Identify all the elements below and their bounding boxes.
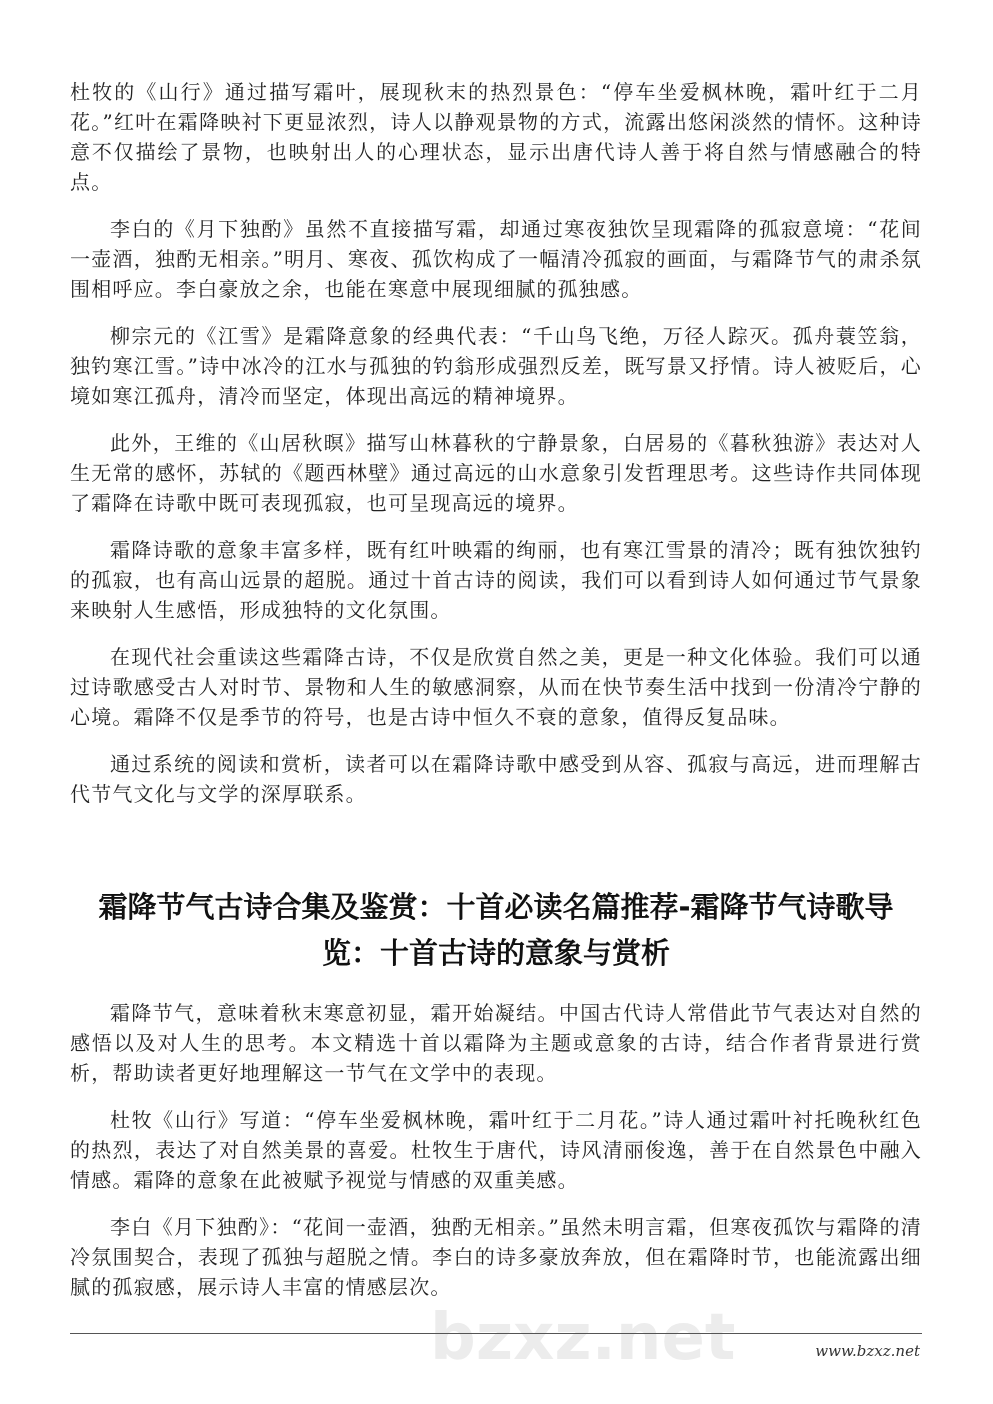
paragraph: 此外，王维的《山居秋暝》描写山林暮秋的宁静景象，白居易的《暮秋独游》表达对人生无常的感怀，苏轼的《题西林壁》通过高远的山水意象引发哲理思考。这些诗作共同体现了霜降在诗歌中既可表现孤寂，也可呈现高远的境界。 xyxy=(70,431,922,515)
paragraph: 霜降诗歌的意象丰富多样，既有红叶映霜的绚丽，也有寒江雪景的清冷；既有独饮独钓的孤寂，也有高山远景的超脱。通过十首古诗的阅读，我们可以看到诗人如何通过节气景象来映射人生感悟，形成独特的文化氛围。 xyxy=(70,538,922,622)
paragraph: 在现代社会重读这些霜降古诗，不仅是欣赏自然之美，更是一种文化体验。我们可以通过诗歌感受古人对时节、景物和人生的敏感洞察，从而在快节奏生活中找到一份清冷宁静的心境。霜降不仅是季节的符号，也是古诗中恒久不衰的意象，值得反复品味。 xyxy=(70,645,922,729)
paragraph: 李白的《月下独酌》虽然不直接描写霜，却通过寒夜独饮呈现霜降的孤寂意境：“花间一壶酒，独酌无相亲。”明月、寒夜、孤饮构成了一幅清冷孤寂的画面，与霜降节气的肃杀氛围相呼应。李白豪放之余，也能在寒意中展现细腻的孤独感。 xyxy=(70,217,922,301)
footer-divider xyxy=(70,1333,922,1334)
document-section-1 xyxy=(70,77,922,809)
paragraph: 杜牧的《山行》通过描写霜叶，展现秋末的热烈景色：“停车坐爱枫林晚，霜叶红于二月花。”红叶在霜降映衬下更显浓烈，诗人以静观景物的方式，流露出悠闲淡然的情怀。这种诗意不仅描绘了景物，也映射出人的心理状态，显示出唐代诗人善于将自然与情感融合的特点。 xyxy=(70,80,922,194)
paragraph: 柳宗元的《江雪》是霜降意象的经典代表：“千山鸟飞绝，万径人踪灭。孤舟蓑笠翁，独钓寒江雪。”诗中冰冷的江水与孤独的钓翁形成强烈反差，既写景又抒情。诗人被贬后，心境如寒江孤舟，清冷而坚定，体现出高远的精神境界。 xyxy=(70,324,922,408)
document-section-2 xyxy=(70,884,922,1302)
paragraph: 通过系统的阅读和赏析，读者可以在霜降诗歌中感受到从容、孤寂与高远，进而理解古代节气文化与文学的深厚联系。 xyxy=(70,752,922,806)
section-title: 霜降节气古诗合集及鉴赏：十首必读名篇推荐-霜降节气诗歌导览：十首古诗的意象与赏析 xyxy=(98,890,894,970)
paragraph: 霜降节气，意味着秋末寒意初显，霜开始凝结。中国古代诗人常借此节气表达对自然的感悟以及对人生的思考。本文精选十首以霜降为主题或意象的古诗，结合作者背景进行赏析，帮助读者更好地理解这一节气在文学中的表现。 xyxy=(70,1001,922,1085)
paragraph: 杜牧《山行》写道：“停车坐爱枫林晚，霜叶红于二月花。”诗人通过霜叶衬托晚秋红色的热烈，表达了对自然美景的喜爱。杜牧生于唐代，诗风清丽俊逸，善于在自然景色中融入情感。霜降的意象在此被赋予视觉与情感的双重美感。 xyxy=(70,1108,922,1192)
watermark: bzxz.net xyxy=(430,1301,736,1375)
footer-url: www.bzxz.net xyxy=(815,1342,920,1360)
paragraph: 李白《月下独酌》：“花间一壶酒，独酌无相亲。”虽然未明言霜，但寒夜孤饮与霜降的清冷氛围契合，表现了孤独与超脱之情。李白的诗多豪放奔放，但在霜降时节，也能流露出细腻的孤寂感，展示诗人丰富的情感层次。 xyxy=(70,1215,922,1299)
